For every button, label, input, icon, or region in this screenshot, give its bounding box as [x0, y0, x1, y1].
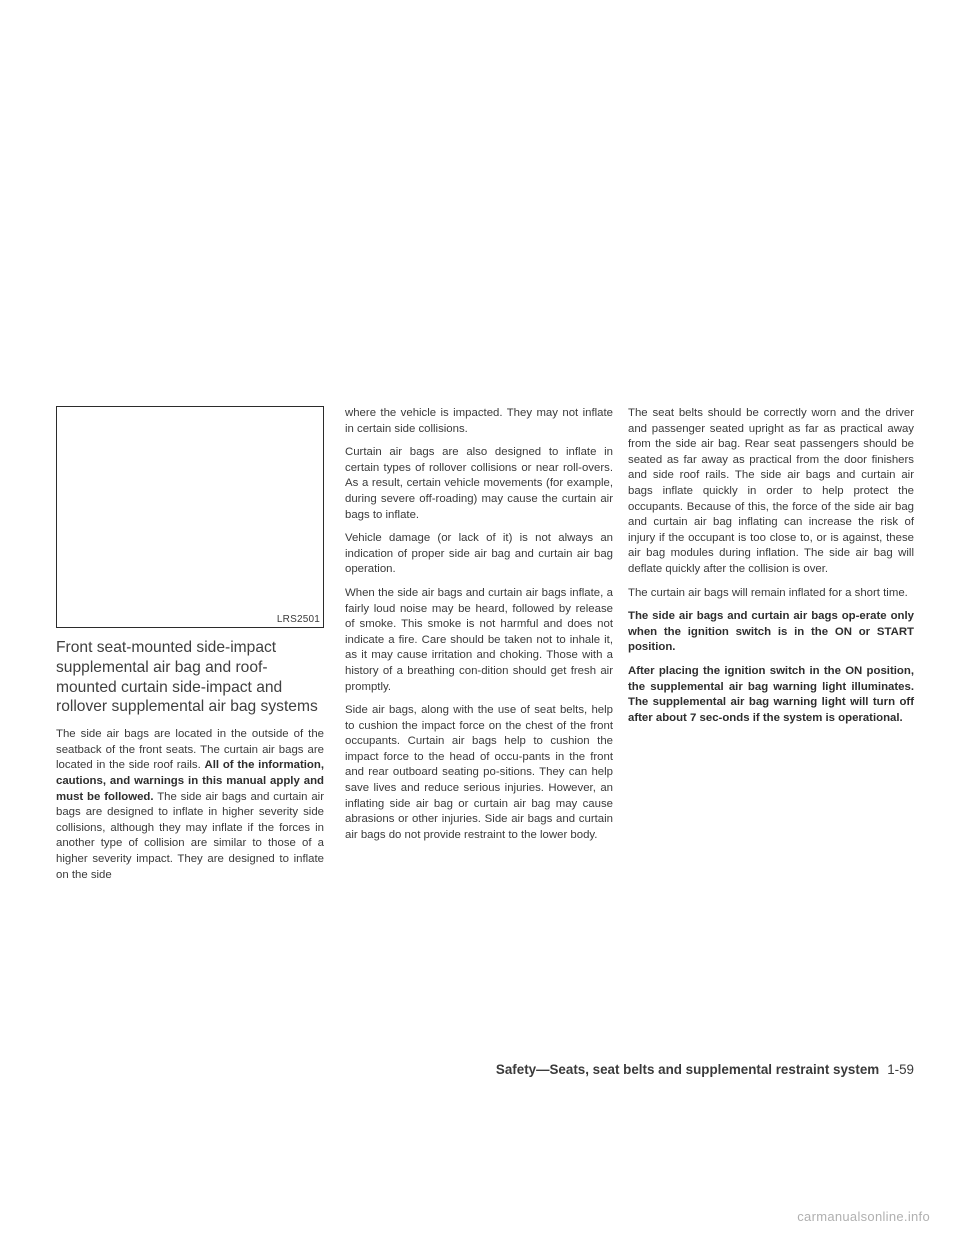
page-number: 1-59	[887, 1062, 914, 1077]
watermark: carmanualsonline.info	[797, 1209, 930, 1224]
column2-paragraph-1: where the vehicle is impacted. They may not inflate in certain side collisions.	[345, 407, 613, 435]
column3-paragraph-3: The side air bags and curtain air bags op-erate only when the ignition switch is in the ON or START position.	[628, 610, 914, 654]
column3-paragraph-1: The seat belts should be correctly worn and the driver and passenger seated upright as far as practical away from the side air bag. Rear seat passengers should be seated as far away as practical from the door finishers and side roof rails. The side air bags and curtain air bags inflate quickly in order to help protect the occupants. Because of this, the force of the side air bag and curtain air bag inflating can increase the risk of injury if the occupant is too close to, or is against, these air bag modules during inflation. The side air bag will deflate quickly after the collision is over.	[628, 407, 914, 575]
illustration-figure	[56, 406, 324, 628]
figure-code: LRS2501	[276, 614, 320, 625]
section-title: Front seat-mounted side-impact supplemental air bag and roof-mounted curtain side-impact and rollover supplemental air bag systems	[56, 639, 318, 716]
column2-paragraph-3: Vehicle damage (or lack of it) is not always an indication of proper side air bag and curtain air bag operation.	[345, 532, 613, 576]
column3-paragraph-4: After placing the ignition switch in the ON position, the supplemental air bag warning light illuminates. The supplemental air bag warning light will turn off after about 7 sec-onds if the system is operational.	[628, 664, 914, 724]
column2-paragraph-5: Side air bags, along with the use of seat belts, help to cushion the impact force on the chest of the front occupants. Curtain air bags help to cushion the impact force to the head of occu-pants in the front and rear outboard seating po-sitions. They can help save lives and reduce serious injuries. However, an inflating side air bag or curtain air bag may cause abrasions or other injuries. Side air bags and curtain air bags do not provide restraint to the lower body.	[345, 704, 613, 841]
column3-paragraph-2: The curtain air bags will remain inflated for a short time.	[628, 586, 908, 599]
column-3	[628, 406, 914, 734]
column2-paragraph-2: Curtain air bags are also designed to inflate in certain types of rollover collisions or near roll-overs. As a result, certain vehicle movements (for example, during severe off-roading) may cause the curtain air bags to inflate.	[345, 446, 613, 521]
column2-paragraph-4: When the side air bags and curtain air bags inflate, a fairly loud noise may be heard, followed by release of smoke. This smoke is not harmful and does not indicate a fire. Care should be taken not to inhale it, as it may cause irritation and choking. Those with a history of a breathing con-dition should get fresh air promptly.	[345, 586, 613, 693]
column1-para1-tail: The side air bags and curtain air bags are designed to inflate in higher severity side collisions, although they may inflate if the forces in another type of collision are similar to those of a higher severity impact. They are designed to inflate on the side	[56, 790, 324, 881]
column1-paragraph-1	[56, 727, 324, 883]
column1-para1-text: The side air bags are located in the outside of the seatback of the front seats. The curtain air bags are located in the side roof rails.	[56, 728, 324, 772]
column1-para1-bold: All of the information, cautions, and warnings in this manual apply and must be followed.	[56, 759, 324, 803]
footer-chapter-title: Safety—Seats, seat belts and supplemental restraint system	[495, 1062, 880, 1077]
column-1	[56, 638, 324, 891]
column-2	[345, 406, 613, 851]
page-footer	[496, 1062, 914, 1077]
